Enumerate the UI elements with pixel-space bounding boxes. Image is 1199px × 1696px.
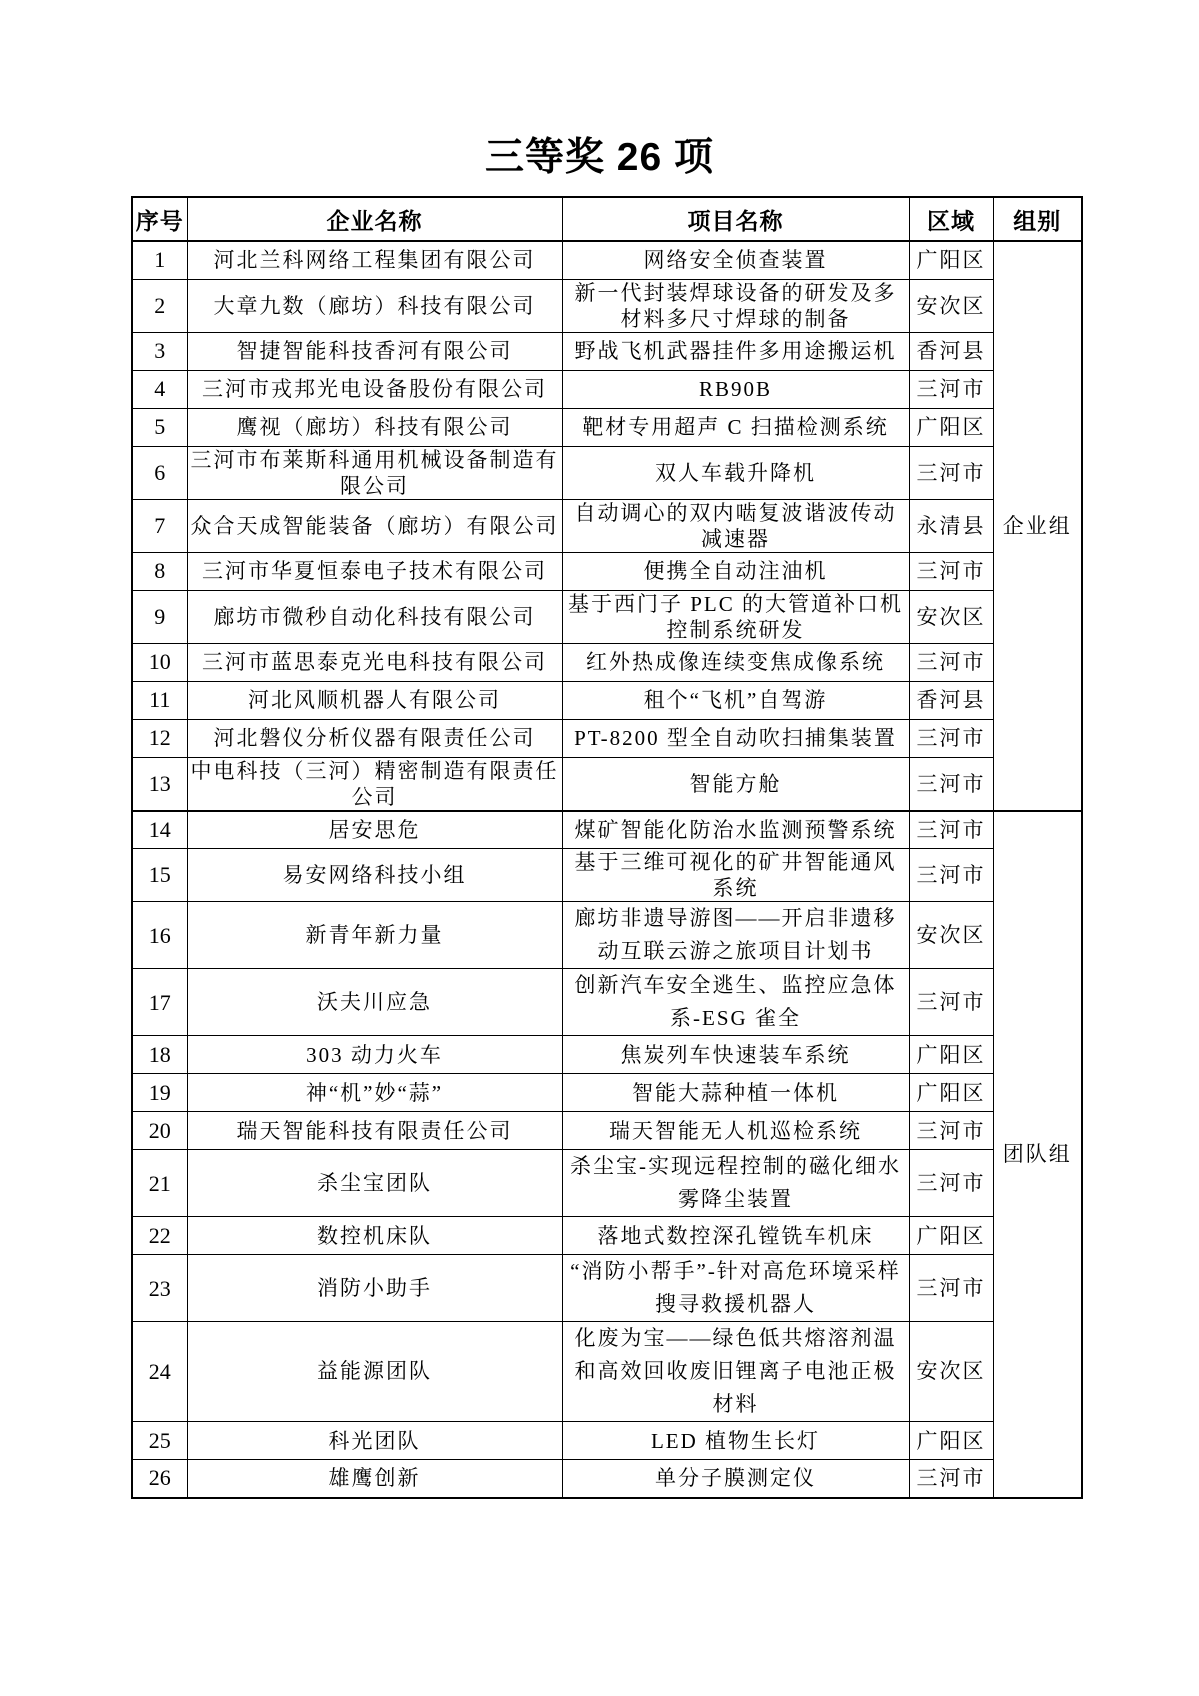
group-label-cell: 企业组	[993, 241, 1082, 811]
region-cell: 广阳区	[909, 241, 993, 279]
row-number-cell: 8	[132, 552, 187, 590]
project-name-cell: 化废为宝——绿色低共熔溶剂温和高效回收废旧锂离子电池正极材料	[562, 1322, 909, 1422]
table-row	[132, 408, 1082, 446]
project-name-cell: 新一代封装焊球设备的研发及多材料多尺寸焊球的制备	[562, 279, 909, 332]
project-name-cell: 自动调心的双内啮复波谐波传动减速器	[562, 499, 909, 552]
table-row	[132, 1255, 1082, 1322]
company-name-cell: 廊坊市微秒自动化科技有限公司	[187, 590, 562, 643]
row-number-cell: 9	[132, 590, 187, 643]
company-name-cell: 杀尘宝团队	[187, 1150, 562, 1217]
col-header-project: 项目名称	[562, 197, 909, 241]
region-cell: 三河市	[909, 643, 993, 681]
company-name-cell: 数控机床队	[187, 1217, 562, 1255]
region-cell: 安次区	[909, 902, 993, 969]
project-name-cell: “消防小帮手”-针对高危环境采样搜寻救援机器人	[562, 1255, 909, 1322]
company-name-cell: 智捷智能科技香河有限公司	[187, 332, 562, 370]
table-row	[132, 757, 1082, 811]
row-number-cell: 11	[132, 681, 187, 719]
row-number-cell: 4	[132, 370, 187, 408]
row-number-cell: 25	[132, 1422, 187, 1460]
row-number-cell: 19	[132, 1074, 187, 1112]
table-row	[132, 902, 1082, 969]
project-name-cell: 煤矿智能化防治水监测预警系统	[562, 811, 909, 849]
company-name-cell: 众合天成智能装备（廊坊）有限公司	[187, 499, 562, 552]
company-name-cell: 鹰视（廊坊）科技有限公司	[187, 408, 562, 446]
page-title: 三等奖 26 项	[484, 136, 715, 179]
project-name-cell: 焦炭列车快速装车系统	[562, 1036, 909, 1074]
table-row	[132, 446, 1082, 499]
table-row	[132, 241, 1082, 279]
company-name-cell: 三河市戎邦光电设备股份有限公司	[187, 370, 562, 408]
row-number-cell: 23	[132, 1255, 187, 1322]
company-name-cell: 居安思危	[187, 811, 562, 849]
region-cell: 三河市	[909, 1112, 993, 1150]
company-name-cell: 三河市蓝思泰克光电科技有限公司	[187, 643, 562, 681]
row-number-cell: 3	[132, 332, 187, 370]
company-name-cell: 科光团队	[187, 1422, 562, 1460]
col-header-company: 企业名称	[187, 197, 562, 241]
company-name-cell: 益能源团队	[187, 1322, 562, 1422]
region-cell: 三河市	[909, 1460, 993, 1498]
project-name-cell: 单分子膜测定仪	[562, 1460, 909, 1498]
project-name-cell: 智能大蒜种植一体机	[562, 1074, 909, 1112]
region-cell: 三河市	[909, 811, 993, 849]
region-cell: 安次区	[909, 279, 993, 332]
row-number-cell: 2	[132, 279, 187, 332]
region-cell: 三河市	[909, 552, 993, 590]
region-cell: 三河市	[909, 446, 993, 499]
row-number-cell: 7	[132, 499, 187, 552]
table-row	[132, 499, 1082, 552]
table-row	[132, 1460, 1082, 1498]
company-name-cell: 消防小助手	[187, 1255, 562, 1322]
project-name-cell: 靶材专用超声 C 扫描检测系统	[562, 408, 909, 446]
col-header-region: 区域	[909, 197, 993, 241]
table-row	[132, 969, 1082, 1036]
table-row	[132, 681, 1082, 719]
table-row	[132, 279, 1082, 332]
row-number-cell: 15	[132, 849, 187, 902]
project-name-cell: 网络安全侦查装置	[562, 241, 909, 279]
project-name-cell: 野战飞机武器挂件多用途搬运机	[562, 332, 909, 370]
region-cell: 香河县	[909, 332, 993, 370]
project-name-cell: LED 植物生长灯	[562, 1422, 909, 1460]
company-name-cell: 三河市布莱斯科通用机械设备制造有限公司	[187, 446, 562, 499]
company-name-cell: 易安网络科技小组	[187, 849, 562, 902]
project-name-cell: 创新汽车安全逃生、监控应急体系-ESG 雀全	[562, 969, 909, 1036]
company-name-cell: 河北兰科网络工程集团有限公司	[187, 241, 562, 279]
row-number-cell: 1	[132, 241, 187, 279]
company-name-cell: 河北磐仪分析仪器有限责任公司	[187, 719, 562, 757]
row-number-cell: 20	[132, 1112, 187, 1150]
table-row	[132, 719, 1082, 757]
row-number-cell: 14	[132, 811, 187, 849]
region-cell: 广阳区	[909, 1217, 993, 1255]
awards-table	[131, 196, 1083, 1499]
table-row	[132, 1422, 1082, 1460]
table-row	[132, 643, 1082, 681]
table-row	[132, 1074, 1082, 1112]
project-name-cell: 基于三维可视化的矿井智能通风系统	[562, 849, 909, 902]
row-number-cell: 26	[132, 1460, 187, 1498]
region-cell: 三河市	[909, 757, 993, 811]
table-row	[132, 1112, 1082, 1150]
row-number-cell: 13	[132, 757, 187, 811]
region-cell: 三河市	[909, 1150, 993, 1217]
company-name-cell: 新青年新力量	[187, 902, 562, 969]
row-number-cell: 5	[132, 408, 187, 446]
region-cell: 广阳区	[909, 1036, 993, 1074]
table-row	[132, 1150, 1082, 1217]
table-row	[132, 370, 1082, 408]
company-name-cell: 三河市华夏恒泰电子技术有限公司	[187, 552, 562, 590]
project-name-cell: 廊坊非遗导游图——开启非遗移动互联云游之旅项目计划书	[562, 902, 909, 969]
header-row	[132, 197, 1082, 241]
region-cell: 永清县	[909, 499, 993, 552]
row-number-cell: 12	[132, 719, 187, 757]
table-row	[132, 1322, 1082, 1422]
company-name-cell: 中电科技（三河）精密制造有限责任公司	[187, 757, 562, 811]
company-name-cell: 河北风顺机器人有限公司	[187, 681, 562, 719]
company-name-cell: 雄鹰创新	[187, 1460, 562, 1498]
row-number-cell: 21	[132, 1150, 187, 1217]
table-row	[132, 332, 1082, 370]
table-row	[132, 552, 1082, 590]
company-name-cell: 神“机”妙“蒜”	[187, 1074, 562, 1112]
region-cell: 三河市	[909, 1255, 993, 1322]
region-cell: 香河县	[909, 681, 993, 719]
project-name-cell: 便携全自动注油机	[562, 552, 909, 590]
company-name-cell: 大章九数（廊坊）科技有限公司	[187, 279, 562, 332]
company-name-cell: 瑞天智能科技有限责任公司	[187, 1112, 562, 1150]
project-name-cell: 智能方舱	[562, 757, 909, 811]
table-row	[132, 849, 1082, 902]
row-number-cell: 24	[132, 1322, 187, 1422]
table-row	[132, 590, 1082, 643]
region-cell: 三河市	[909, 849, 993, 902]
region-cell: 广阳区	[909, 1422, 993, 1460]
company-name-cell: 303 动力火车	[187, 1036, 562, 1074]
region-cell: 三河市	[909, 969, 993, 1036]
col-header-seq: 序号	[132, 197, 187, 241]
row-number-cell: 17	[132, 969, 187, 1036]
row-number-cell: 18	[132, 1036, 187, 1074]
col-header-group: 组别	[993, 197, 1082, 241]
group-label-cell: 团队组	[993, 811, 1082, 1498]
table-row	[132, 1217, 1082, 1255]
region-cell: 三河市	[909, 719, 993, 757]
region-cell: 安次区	[909, 590, 993, 643]
table-row	[132, 811, 1082, 849]
project-name-cell: 基于西门子 PLC 的大管道补口机控制系统研发	[562, 590, 909, 643]
company-name-cell: 沃夫川应急	[187, 969, 562, 1036]
table-row	[132, 1036, 1082, 1074]
project-name-cell: PT-8200 型全自动吹扫捕集装置	[562, 719, 909, 757]
project-name-cell: 瑞天智能无人机巡检系统	[562, 1112, 909, 1150]
project-name-cell: 杀尘宝-实现远程控制的磁化细水雾降尘装置	[562, 1150, 909, 1217]
region-cell: 安次区	[909, 1322, 993, 1422]
region-cell: 广阳区	[909, 1074, 993, 1112]
row-number-cell: 16	[132, 902, 187, 969]
project-name-cell: 租个“飞机”自驾游	[562, 681, 909, 719]
row-number-cell: 6	[132, 446, 187, 499]
region-cell: 广阳区	[909, 408, 993, 446]
row-number-cell: 10	[132, 643, 187, 681]
project-name-cell: RB90B	[562, 370, 909, 408]
project-name-cell: 双人车载升降机	[562, 446, 909, 499]
project-name-cell: 落地式数控深孔镗铣车机床	[562, 1217, 909, 1255]
row-number-cell: 22	[132, 1217, 187, 1255]
project-name-cell: 红外热成像连续变焦成像系统	[562, 643, 909, 681]
region-cell: 三河市	[909, 370, 993, 408]
